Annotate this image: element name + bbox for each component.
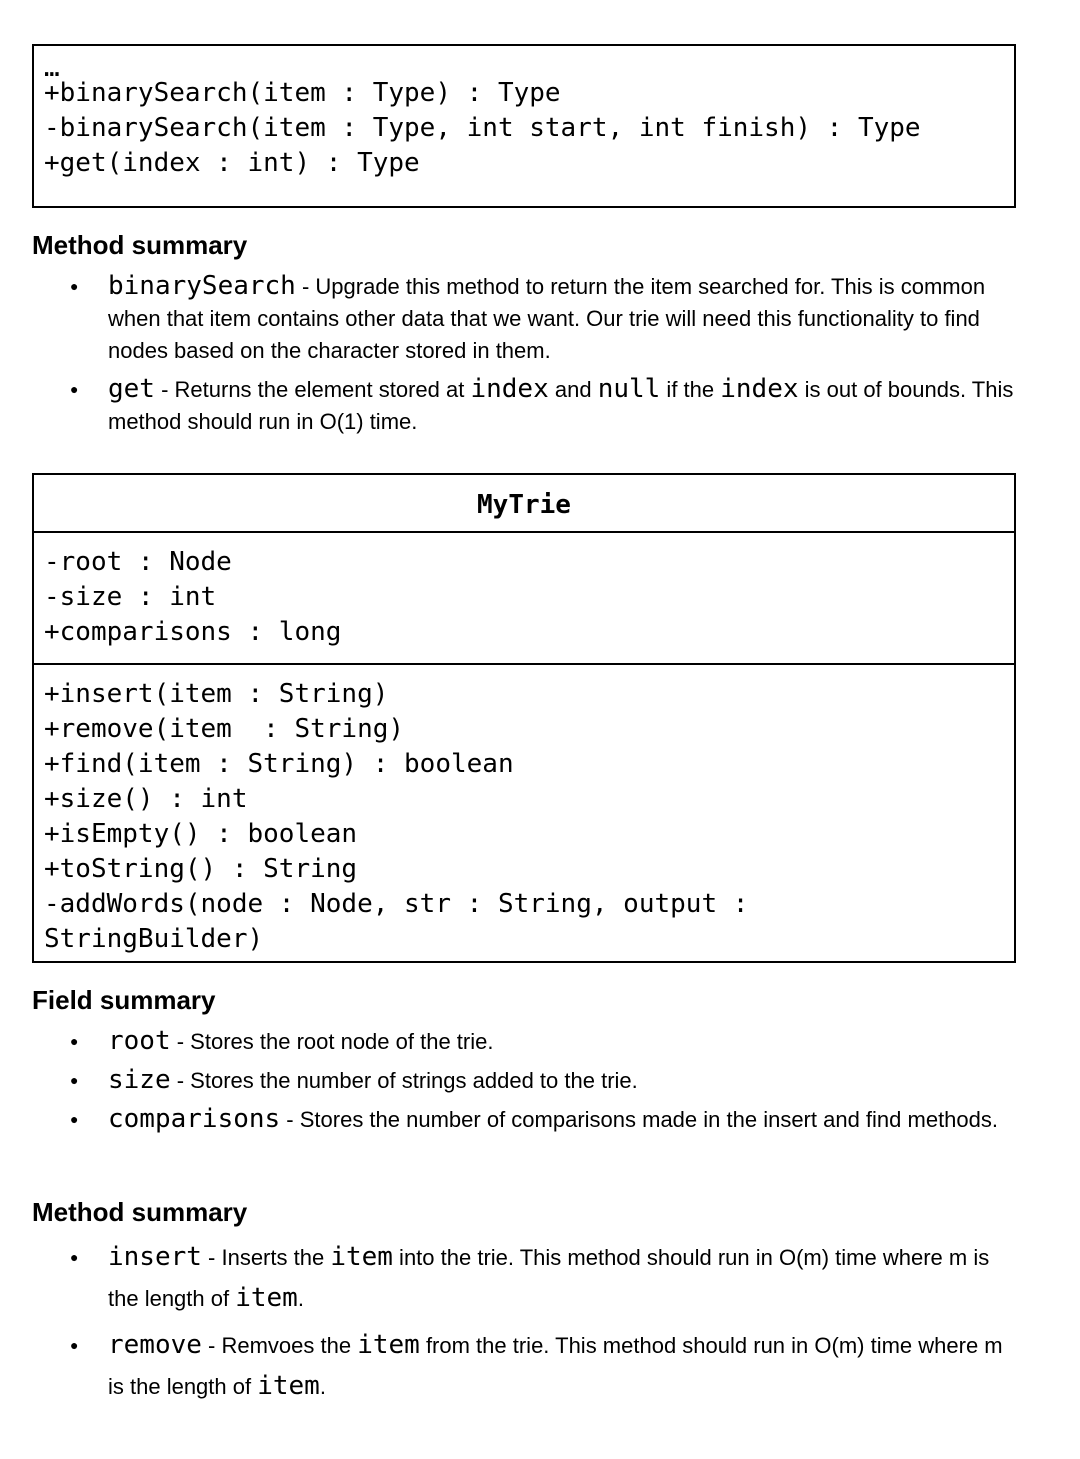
method-description: - Returns the element stored at <box>154 377 471 402</box>
uml-method: +toString() : String <box>44 854 358 884</box>
inline-code: item <box>357 1330 420 1360</box>
method-description: from the trie. This method should run in O(m) time where m is the length of <box>108 1333 1003 1399</box>
uml-method: +insert(item : String) <box>44 679 389 709</box>
uml-method: +get(index : int) : Type <box>44 148 420 178</box>
uml-method: +remove(item : String) <box>44 714 405 744</box>
uml-method: StringBuilder) <box>44 924 264 954</box>
method-description: into the trie. This method should run in O(m) time where m is the length of <box>108 1245 990 1311</box>
field-name: comparisons <box>108 1104 281 1134</box>
uml-class-box <box>32 473 1016 963</box>
inline-code: null <box>597 374 661 404</box>
field-summary-list <box>60 1025 1020 1142</box>
method-name: remove <box>108 1330 202 1360</box>
inline-code: index <box>720 374 799 404</box>
uml-method: +isEmpty() : boolean <box>44 819 358 849</box>
uml-method: -addWords(node : Node, str : String, output : <box>44 889 749 919</box>
uml-methods-box <box>32 44 1016 208</box>
field-description: - Stores the number of comparisons made in the insert and find methods. <box>280 1107 999 1132</box>
method-description: is out of bounds. This method should run in O(1) time. <box>108 377 1014 434</box>
uml-field: -size : int <box>44 582 217 612</box>
method-description: . <box>319 1374 326 1399</box>
inline-code: item <box>257 1371 320 1401</box>
field-name: size <box>108 1065 171 1095</box>
list-item <box>60 270 1020 367</box>
field-description: - Stores the root node of the trie. <box>170 1029 494 1054</box>
list-item <box>60 1237 1020 1319</box>
list-item <box>60 1103 1020 1136</box>
method-description: if the <box>660 377 721 402</box>
uml-method: +size() : int <box>44 784 248 814</box>
method-name: binarySearch <box>108 271 296 301</box>
list-item <box>60 1064 1020 1097</box>
uml-ellipsis: … <box>44 53 60 83</box>
method-summary-list <box>60 270 1020 444</box>
uml-methods-section <box>34 665 1014 963</box>
uml-field: -root : Node <box>44 547 232 577</box>
uml-method: +find(item : String) : boolean <box>44 749 514 779</box>
field-name: root <box>108 1026 171 1056</box>
method-name: insert <box>108 1242 202 1272</box>
method-name: get <box>108 374 155 404</box>
list-item <box>60 373 1020 438</box>
uml-field: +comparisons : long <box>44 617 342 647</box>
method-description: . <box>297 1286 304 1311</box>
method-description: and <box>548 377 598 402</box>
inline-code: item <box>330 1242 393 1272</box>
method-description: - Upgrade this method to return the item searched for. This is common when that item contains other data that we want. Our trie will need this functionality to find nodes based on the character stored in them. <box>108 274 986 363</box>
method-summary-list <box>60 1237 1020 1413</box>
method-summary-heading: Method summary <box>32 230 248 260</box>
uml-method: -binarySearch(item : Type, int start, int finish) : Type <box>44 113 921 143</box>
class-name: MyTrie <box>34 475 1014 533</box>
method-description: - Inserts the <box>201 1245 331 1270</box>
method-summary-heading: Method summary <box>32 1197 248 1227</box>
list-item <box>60 1025 1020 1058</box>
list-item <box>60 1325 1020 1407</box>
inline-code: index <box>470 374 549 404</box>
method-description: - Remvoes the <box>201 1333 358 1358</box>
uml-method: +binarySearch(item : Type) : Type <box>44 78 561 108</box>
uml-fields-section <box>34 533 1014 663</box>
field-summary-heading: Field summary <box>32 985 216 1015</box>
inline-code: item <box>235 1283 298 1313</box>
field-description: - Stores the number of strings added to the trie. <box>170 1068 638 1093</box>
